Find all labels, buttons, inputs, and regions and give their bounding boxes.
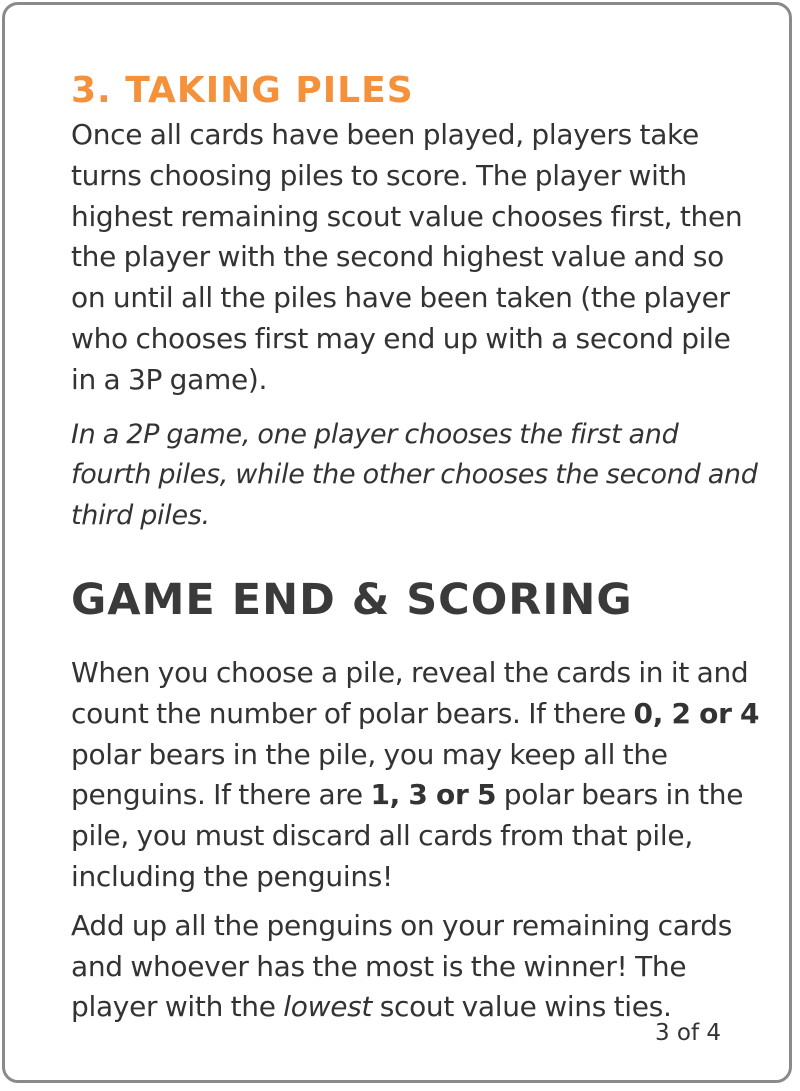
section-heading-taking-piles: 3. TAKING PILES (71, 70, 414, 111)
winner-paragraph (71, 906, 761, 1028)
scoring-paragraph (71, 653, 761, 898)
two-player-note: In a 2P game, one player chooses the first and fourth piles, while the other chooses the second and third piles. (71, 418, 758, 532)
scoring-text-2: polar bears in the pile, you may keep all the penguins. If there are (71, 737, 668, 812)
taking-piles-paragraph: Once all cards have been played, players take turns choosing piles to score. The player with highest remaining scout value chooses first, then the player with the second highest value and so on until all the piles have been taken (the player who chooses first may end up with a second pile in a 3P game). (71, 118, 743, 396)
page-number: 3 of 4 (654, 1020, 721, 1046)
scoring-text-1: When you choose a pile, reveal the cards in it and count the number of polar bears. If there (71, 655, 749, 730)
winner-text-1: Add up all the penguins on your remaining cards and whoever has the most is the winner! The player with the (71, 908, 733, 1024)
rules-content (71, 69, 761, 1028)
winner-lowest-emphasis: lowest (283, 990, 373, 1024)
scoring-odd-counts: 1, 3 or 5 (370, 778, 497, 812)
winner-text-2: scout value wins ties. (372, 990, 672, 1024)
rules-card (2, 2, 792, 1083)
scoring-even-counts: 0, 2 or 4 (633, 696, 760, 730)
scoring-text-3: polar bears in the pile, you must discard all cards from that pile, including the penguins! (71, 778, 744, 893)
section-heading-game-end-scoring: GAME END & SCORING (71, 574, 633, 625)
